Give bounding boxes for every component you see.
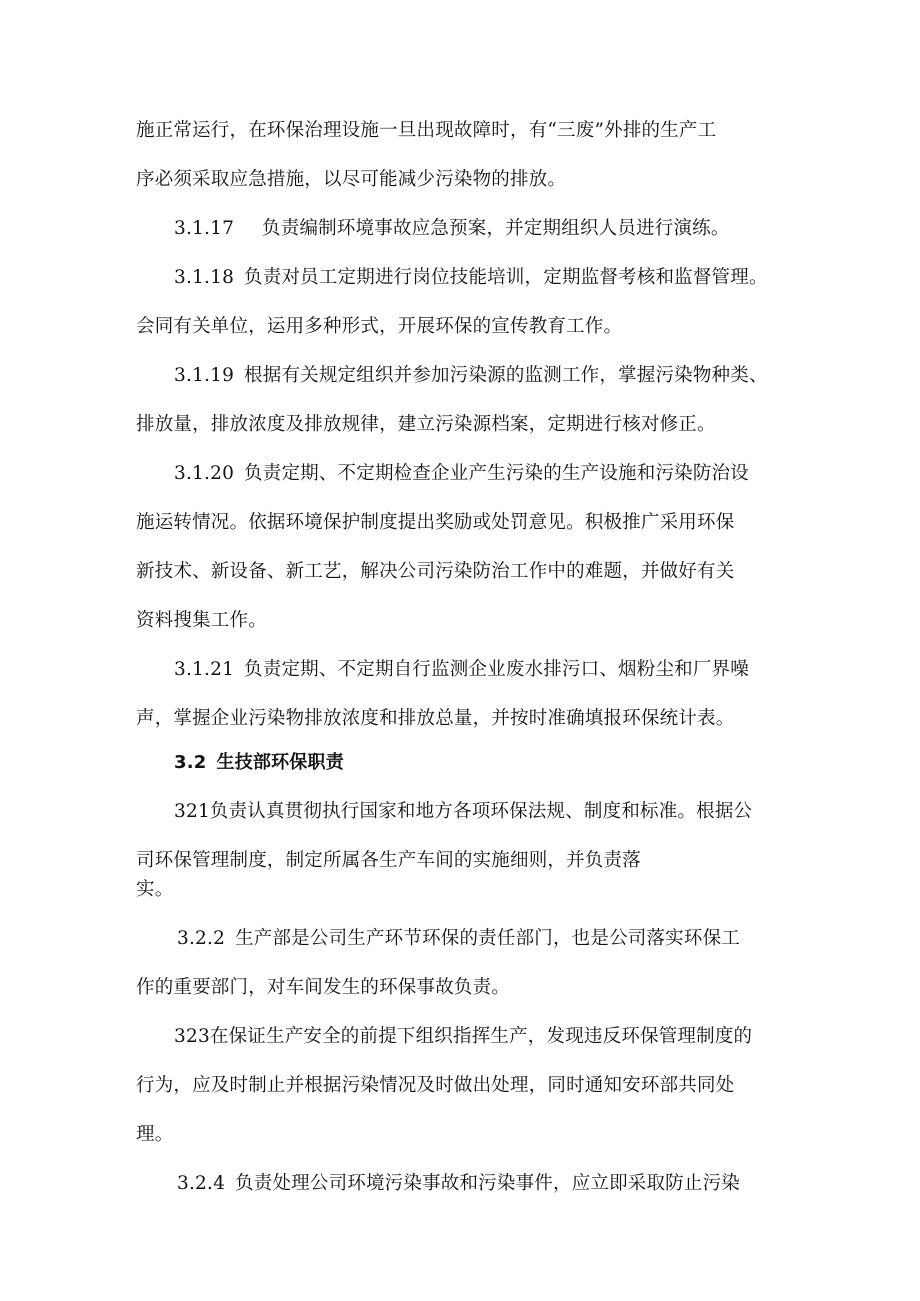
clause-number: 3.2.2: [177, 928, 226, 949]
clause-number: 3.1.21: [174, 659, 235, 680]
clause-number: 3.1.17: [174, 218, 235, 239]
text-line: 会同有关单位，运用多种形式，开展环保的宣传教育工作。: [136, 316, 623, 337]
clause-3-1-17: [174, 217, 730, 241]
clause-number: 3.1.19: [174, 365, 235, 386]
clause-text: 负责对员工定期进行岗位技能培训，定期监督考核和监督管理。: [244, 267, 768, 288]
text-line: 司环保管理制度，制定所属各生产车间的实施细则，并负责落: [136, 850, 641, 871]
clause-3-2-4: [177, 1172, 740, 1196]
clause-3-1-18: [174, 266, 768, 290]
clause-3-2-2: [177, 927, 740, 951]
clause-text: 生产部是公司生产环节环保的责任部门，也是公司落实环保工: [235, 928, 740, 949]
text-line: 321负责认真贯彻执行国家和地方各项环保法规、制度和标准。根据公: [174, 801, 753, 822]
clause-text: 负责编制环境事故应急预案，并定期组织人员进行演练。: [262, 218, 730, 239]
text-line: 作的重要部门，对车间发生的环保事故负责。: [136, 977, 511, 998]
clause-text: 根据有关规定组织并参加污染源的监测工作，掌握污染物种类、: [244, 365, 768, 386]
clause-text: 负责定期、不定期自行监测企业废水排污口、烟粉尘和厂界噪: [244, 659, 749, 680]
section-title: 生技部环保职责: [216, 752, 344, 773]
text-line: 实。: [136, 879, 174, 900]
section-number: 3.2: [174, 752, 207, 773]
text-line: 施运转情况。依据环境保护制度提出奖励或处罚意见。积极推广采用环保: [136, 512, 735, 533]
section-heading: [174, 751, 344, 775]
text-line: 声，掌握企业污染物排放浓度和排放总量，并按时准确填报环保统计表。: [136, 708, 735, 729]
clause-number: 3.1.20: [174, 463, 235, 484]
text-line: 323在保证生产安全的前提下组织指挥生产，发现违反环保管理制度的: [174, 1026, 753, 1047]
text-line: 资料搜集工作。: [136, 610, 267, 631]
text-line: 新技术、新设备、新工艺，解决公司污染防治工作中的难题，并做好有关: [136, 561, 735, 582]
text-line: 序必须采取应急措施，以尽可能减少污染物的排放。: [136, 169, 567, 190]
clause-3-1-20: [174, 462, 749, 486]
clause-number: 3.1.18: [174, 267, 235, 288]
text-line: 施正常运行，在环保治理设施一旦出现故障时，有“三废”外排的生产工: [136, 120, 717, 141]
text-line: 行为，应及时制止并根据污染情况及时做出处理，同时通知安环部共同处: [136, 1075, 735, 1096]
text-line: 排放量，排放浓度及排放规律，建立污染源档案，定期进行核对修正。: [136, 414, 716, 435]
clause-text: 负责定期、不定期检查企业产生污染的生产设施和污染防治设: [244, 463, 749, 484]
clause-text: 负责处理公司环境污染事故和污染事件，应立即采取防止污染: [235, 1173, 740, 1194]
text-line: 理。: [136, 1124, 174, 1145]
clause-3-1-21: [174, 658, 749, 682]
clause-number: 3.2.4: [177, 1173, 226, 1194]
clause-3-1-19: [174, 364, 768, 388]
